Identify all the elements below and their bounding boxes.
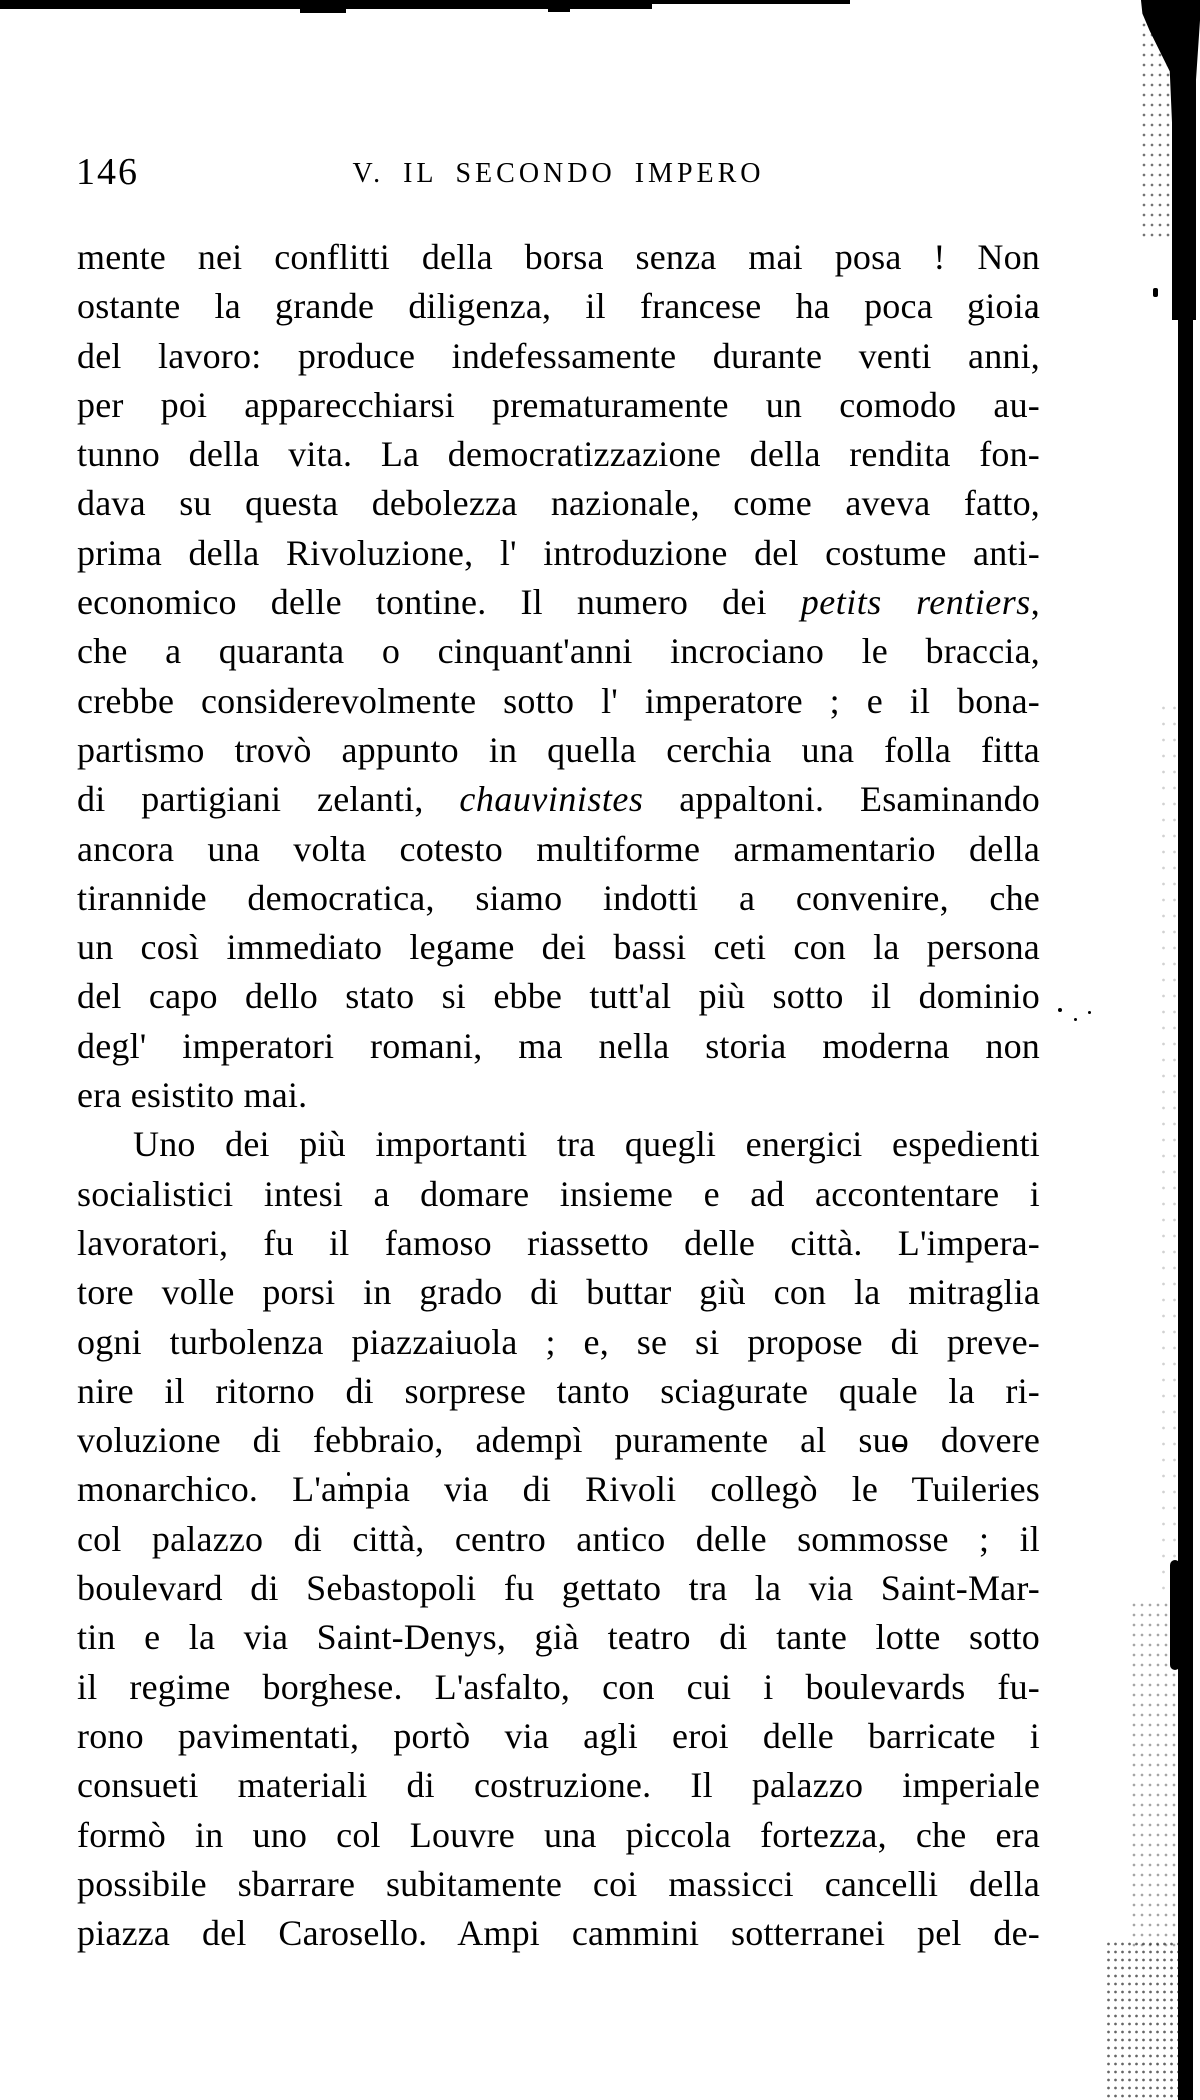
body-line-segment: formò in uno col Louvre una piccola fortezza, che era: [77, 1814, 1040, 1855]
body-line: [77, 1515, 1040, 1564]
body-line: [77, 381, 1040, 430]
body-line-segment: tunno della vita. La democratizzazione della rendita fon-: [77, 434, 1040, 475]
body-line-segment: piazza del Carosello. Ampi cammini sotterranei pel de-: [77, 1913, 1040, 1954]
body-line: [77, 332, 1040, 381]
body-line-segment: del capo dello stato si ebbe tutt'al più sotto il dominio: [77, 976, 1040, 1017]
body-line: [77, 1170, 1040, 1219]
body-line: [77, 529, 1040, 578]
body-line-segment: degl' imperatori romani, ma nella storia moderna non: [77, 1025, 1040, 1066]
body-line-segment: Uno dei più importanti tra quegli energici espedienti: [133, 1124, 1040, 1165]
body-line: [77, 1219, 1040, 1268]
scan-speckle: [1074, 1018, 1077, 1021]
body-line: [77, 430, 1040, 479]
scan-artifact-top-bar-bump: [548, 8, 570, 12]
scan-speckle: [1153, 288, 1158, 297]
body-line: [77, 578, 1040, 627]
body-line-segment: economico delle tontine. Il numero dei: [77, 582, 801, 623]
body-line: [77, 874, 1040, 923]
body-line: [77, 1761, 1040, 1810]
body-line: [77, 1416, 1040, 1465]
body-line-segment: tirannide democratica, siamo indotti a convenire, che: [77, 877, 1040, 918]
body-line-segment: dava su questa debolezza nazionale, come aveva fatto,: [77, 483, 1040, 524]
body-line-segment: era esistito mai.: [77, 1075, 308, 1116]
body-line-segment: mente nei conflitti della borsa senza mai posa ! Non: [77, 237, 1040, 277]
body-line: [77, 1268, 1040, 1317]
body-line-segment: che a quaranta o cinquant'anni incrociano le braccia,: [77, 631, 1040, 672]
body-line: [77, 972, 1040, 1021]
body-line: [77, 1367, 1040, 1416]
body-line-segment: possibile sbarrare subitamente coi massicci cancelli della: [77, 1863, 1040, 1904]
body-line: [77, 1120, 1040, 1169]
body-line: [77, 677, 1040, 726]
scan-noise: [1105, 1940, 1183, 2100]
body-line-segment: rono pavimentati, portò via agli eroi delle barricate i: [77, 1715, 1040, 1756]
body-line-segment: tore volle porsi in grado di buttar giù con la mitraglia: [77, 1272, 1040, 1313]
body-line-segment: per poi apparecchiarsi prematuramente un comodo au-: [77, 384, 1040, 425]
body-line-segment: ancora una volta cotesto multiforme armamentario della: [77, 828, 1040, 869]
body-line-italic-segment: petits rentiers: [800, 582, 1031, 623]
body-line: [77, 1811, 1040, 1860]
body-line-italic-segment: chauvinistes: [459, 779, 644, 820]
body-line-segment: il regime borghese. L'asfalto, con cui i boulevards fu-: [77, 1666, 1040, 1707]
body-line: [77, 1564, 1040, 1613]
body-line: [77, 479, 1040, 528]
body-line-segment: prima della Rivoluzione, l' introduzione del costume anti-: [77, 532, 1040, 573]
body-line-segment: lavoratori, fu il famoso riassetto delle città. L'impera-: [77, 1222, 1040, 1263]
body-line: [77, 726, 1040, 775]
body-line-segment: ,: [1030, 582, 1040, 623]
body-line-segment: nire il ritorno di sorprese tanto sciagurate quale la ri-: [77, 1370, 1040, 1411]
body-line: [77, 627, 1040, 676]
running-head: V. IL SECONDO IMPERO: [352, 158, 765, 189]
scan-noise: [1158, 700, 1180, 1600]
body-line-segment: ogni turbolenza piazzaiuola ; e, se si propose di preve-: [77, 1321, 1040, 1362]
body-line-segment: consueti materiali di costruzione. Il palazzo imperiale: [77, 1765, 1040, 1806]
body-line: [77, 1909, 1040, 1958]
body-line-segment: boulevard di Sebastopoli fu gettato tra la via Saint-Mar-: [77, 1568, 1040, 1609]
body-line-segment: di partigiani zelanti,: [77, 779, 460, 820]
body-line-segment: monarchico. L'ampia via di Rivoli collegò le Tuileries: [77, 1469, 1040, 1510]
body-line: [77, 775, 1040, 824]
body-line: [77, 1860, 1040, 1909]
body-line: [77, 1318, 1040, 1367]
body-line-segment: voluzione di febbraio, adempì puramente al suo dovere: [77, 1420, 1040, 1461]
page-number: 146: [76, 151, 139, 193]
body-line: [77, 825, 1040, 874]
body-line-segment: tin e la via Saint-Denys, già teatro di tante lotte sotto: [77, 1617, 1040, 1658]
scan-noise: [1140, 20, 1180, 240]
body-line: [77, 923, 1040, 972]
body-line: [77, 1071, 1040, 1120]
body-line: [77, 282, 1040, 331]
body-line: [77, 233, 1040, 282]
body-line-segment: ostante la grande diligenza, il francese ha poca gioia: [77, 286, 1040, 327]
scan-artifact-top-bar-tail: [650, 0, 850, 4]
body-line-segment: appaltoni. Esaminando: [643, 779, 1040, 820]
body-line: [77, 1712, 1040, 1761]
body-line: [77, 1613, 1040, 1662]
scan-speckle: [1088, 1011, 1091, 1014]
scan-artifact-top-bar-bump: [300, 8, 346, 13]
scan-speckle: [1058, 1008, 1062, 1012]
body-line-segment: del lavoro: produce indefessamente durante venti anni,: [77, 335, 1040, 376]
body-line-segment: col palazzo di città, centro antico delle sommosse ; il: [77, 1518, 1040, 1559]
scan-noise: [1130, 1600, 1180, 1950]
body-line-segment: un così immediato legame dei bassi ceti con la persona: [77, 927, 1040, 968]
body-line: [77, 1465, 1040, 1514]
body-line-segment: socialistici intesi a domare insieme e ad accontentare i: [77, 1173, 1040, 1214]
body-text: [77, 233, 1040, 1958]
body-line: [77, 1663, 1040, 1712]
body-line-segment: crebbe considerevolmente sotto l' imperatore ; e il bona-: [77, 680, 1040, 721]
body-line: [77, 1022, 1040, 1071]
body-line-segment: partismo trovò appunto in quella cerchia una folla fitta: [77, 729, 1040, 770]
